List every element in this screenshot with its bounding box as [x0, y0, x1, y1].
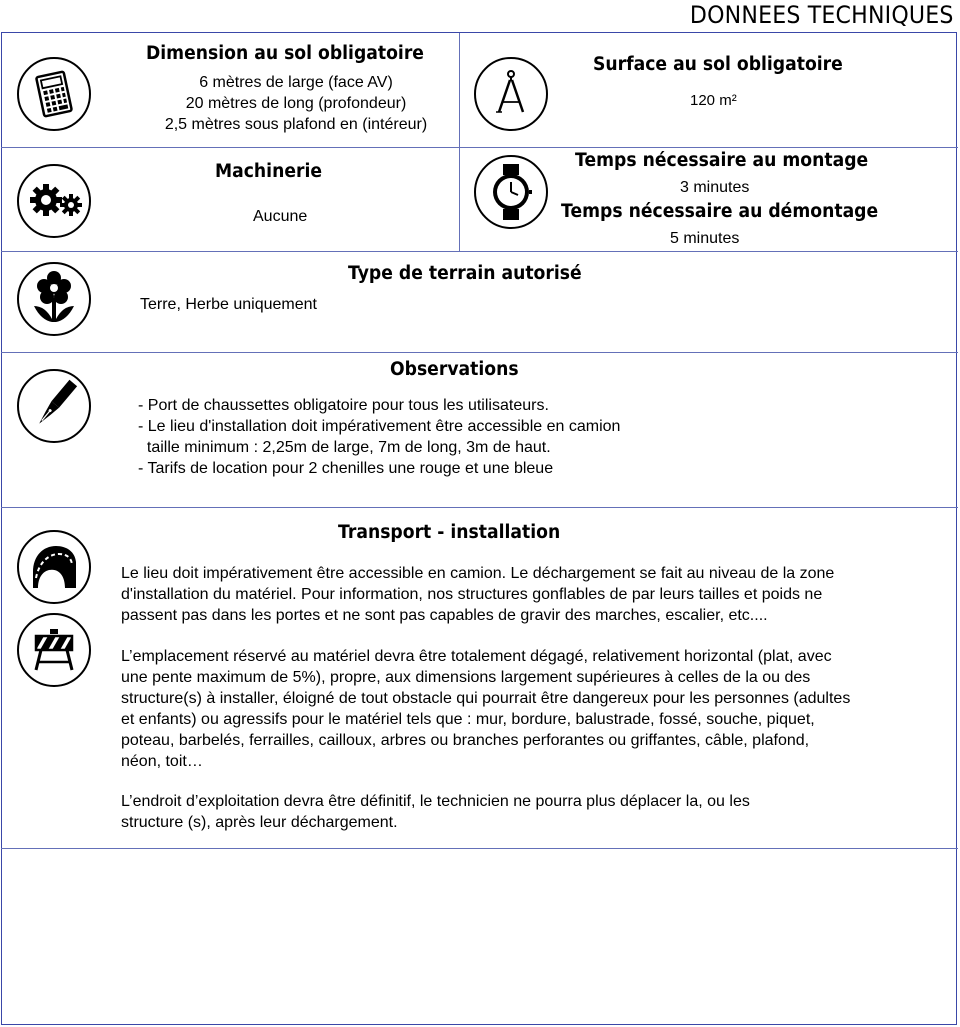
page-title: DONNEES TECHNIQUES: [690, 1, 954, 29]
fountain-pen-icon: [17, 369, 91, 443]
paragraph-line: passent pas dans les portes et ne sont pas capables de gravir des marches, escalier, etc....: [121, 607, 768, 624]
gears-icon: [17, 164, 91, 238]
dimension-line: 20 mètres de long (profondeur): [185, 95, 407, 112]
paragraph-line: et enfants) ou agressifs pour le matériel tels que : mur, bordure, balustrade, fossé, souche, piquet,: [121, 711, 815, 728]
observation-line: - Tarifs de location pour 2 chenilles une rouge et une bleue: [138, 460, 554, 477]
row-divider: [1, 352, 958, 353]
terrain-value: Terre, Herbe uniquement: [140, 296, 317, 313]
transport-paragraph-1: [121, 563, 834, 626]
observations-heading: Observations: [390, 359, 519, 380]
observation-line: - Port de chaussettes obligatoire pour tous les utilisateurs.: [138, 397, 549, 414]
demontage-value: 5 minutes: [670, 230, 740, 247]
montage-heading: Temps nécessaire au montage: [575, 150, 869, 171]
paragraph-line: L’emplacement réservé au matériel devra être totalement dégagé, relativement horizontal (plat, avec: [121, 648, 832, 665]
paragraph-line: structure(s) à installer, éloigné de tout obstacle qui pourrait être dangereux pour les personnes (adultes: [121, 690, 851, 707]
paragraph-line: une pente maximum de 5%), propre, aux dimensions largement supérieures à celles de la ou des: [121, 669, 811, 686]
road-barrier-icon: [17, 613, 91, 687]
flower-icon: [17, 262, 91, 336]
watch-icon: [474, 155, 548, 229]
row-divider: [1, 848, 958, 849]
observation-line: - Le lieu d'installation doit impérativement être accessible en camion: [138, 418, 621, 435]
transport-paragraph-3: [121, 791, 750, 833]
compass-icon: [474, 57, 548, 131]
paragraph-line: structure (s), après leur déchargement.: [121, 814, 398, 831]
dimension-line: 6 mètres de large (face AV): [199, 74, 393, 91]
dimension-heading: Dimension au sol obligatoire: [146, 43, 424, 64]
observation-line: taille minimum : 2,25m de large, 7m de long, 3m de haut.: [138, 439, 551, 456]
row-divider: [1, 251, 958, 252]
column-divider: [459, 33, 460, 251]
calculator-icon: [17, 57, 91, 131]
dimension-line: 2,5 mètres sous plafond en (intéreur): [164, 116, 428, 133]
montage-value: 3 minutes: [680, 179, 750, 196]
row-divider: [1, 147, 958, 148]
terrain-heading: Type de terrain autorisé: [348, 263, 582, 284]
transport-heading: Transport - installation: [338, 522, 561, 543]
row-divider: [1, 507, 958, 508]
demontage-heading: Temps nécessaire au démontage: [561, 201, 879, 222]
road-icon: [17, 530, 91, 604]
surface-value: 120 m²: [690, 92, 737, 109]
paragraph-line: L’endroit d’exploitation devra être définitif, le technicien ne pourra plus déplacer la, ou les: [121, 793, 750, 810]
paragraph-line: néon, toit…: [121, 753, 203, 770]
paragraph-line: Le lieu doit impérativement être accessible en camion. Le déchargement se fait au niveau de la zone: [121, 565, 835, 582]
transport-paragraph-2: [121, 646, 850, 772]
paragraph-line: d'installation du matériel. Pour information, nos structures gonflables de par leurs tailles et poids ne: [121, 586, 823, 603]
surface-heading: Surface au sol obligatoire: [593, 54, 843, 75]
machinerie-heading: Machinerie: [215, 161, 323, 182]
paragraph-line: poteau, barbelés, ferrailles, cailloux, arbres ou branches perforantes ou griffantes, câble, plafond,: [121, 732, 810, 749]
machinerie-value: Aucune: [253, 208, 308, 225]
